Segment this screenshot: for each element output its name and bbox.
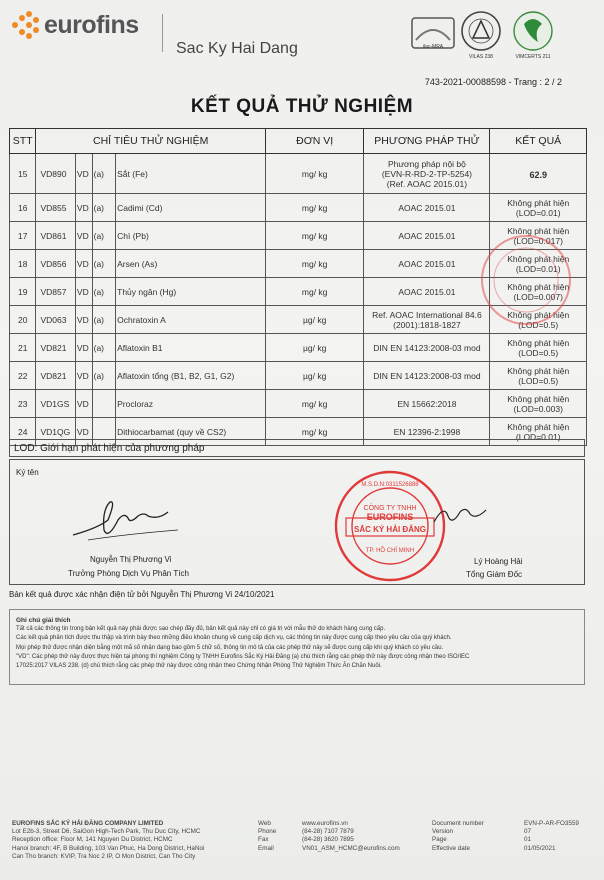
table-row: 21 VD821 VD (a) Aflatoxin B1 µg/ kg DIN EN 14123:2008-03 mod Không phát hiện (LOD=0.5) <box>10 334 587 362</box>
signer-2-name: Lý Hoàng Hải <box>474 557 523 566</box>
table-row: 17 VD861 VD (a) Chì (Pb) mg/ kg AOAC 2015.01 Không phát hiện (LOD=0.017) <box>10 222 587 250</box>
partial-stamp-icon <box>478 232 574 328</box>
electronic-approval: Bản kết quả được xác nhận điện tử bởi Nguyễn Thị Phương Vi 24/10/2021 <box>9 590 275 599</box>
header-divider <box>162 14 163 52</box>
svg-text:EUROFINS: EUROFINS <box>366 512 414 522</box>
table-row: 18 VD856 VD (a) Arsen (As) mg/ kg AOAC 2015.01 Không phát hiện (LOD=0.01) <box>10 250 587 278</box>
note-line: Tất cả các thông tin trong bản kết quả này phải được sao chép đầy đủ, bản kết quả này chỉ có giá trị với mẫu thử do khách hàng cung cấp. <box>16 626 386 633</box>
table-row: 22 VD821 VD (a) Aflatoxin tổng (B1, B2, G1, G2) µg/ kg DIN EN 14123:2008-03 mod Không phát hiện (LOD=0.5) <box>10 362 587 390</box>
logo-text: eurofins <box>44 10 139 39</box>
footer-doc-values: EVN-P-AR-FO3559 07 01 01/05/2021 <box>524 820 579 852</box>
explanatory-notes <box>9 609 585 685</box>
signer-1-title: Trưởng Phòng Dịch Vụ Phân Tích <box>68 569 189 578</box>
eurofins-dots-icon <box>12 11 40 39</box>
svg-text:TP. HỒ CHÍ MINH: TP. HỒ CHÍ MINH <box>365 548 415 554</box>
document-reference: 743-2021-00088598 - Trang : 2 / 2 <box>424 77 562 87</box>
signer-2-title: Tổng Giám Đốc <box>466 570 523 579</box>
svg-text:SẮC KÝ HẢI ĐĂNG: SẮC KÝ HẢI ĐĂNG <box>353 525 427 534</box>
table-row: 16 VD855 VD (a) Cadimi (Cd) mg/ kg AOAC 2015.01 Không phát hiện (LOD=0.01) <box>10 194 587 222</box>
header-result: KẾT QUẢ <box>490 129 587 154</box>
header-method: PHƯƠNG PHÁP THỬ <box>364 129 490 154</box>
header-unit: ĐƠN VỊ <box>265 129 363 154</box>
note-line: Mọi phép thử được nhận diện bằng một mã số nhận dạng bao gồm 5 chữ số, thông tin mô tả của các phép thử này sẽ được cung cấp khi quý khách có yêu cầu. <box>16 644 444 651</box>
table-row: 19 VD857 VD (a) Thủy ngân (Hg) mg/ kg AOAC 2015.01 Không phát hiện (LOD=0.007) <box>10 278 587 306</box>
footer-address: EUROFINS SẮC KÝ HẢI ĐĂNG COMPANY LIMITED Lot E2b-3, Street D6, SaiGon High-Tech Park, Thu Duc City, HCMC Reception office: Floor M, 141 Nguyen Du District, HCMC Hanoi branch: 4F, B Building, 103 Van Phuc, Ha Dong District, HaNoi Can Tho branch: KVIP, Tra Noc 2 IP, O Mon District, Can Tho City <box>12 820 205 860</box>
header-stt: STT <box>10 129 36 154</box>
svg-text:M.S.D.N:0311526888: M.S.D.N:0311526888 <box>361 482 419 488</box>
note-line: 17025:2017 VILAS 238. (d) chú thích rằng các phép thử này được công nhận theo Chứng Nhận Phòng Thử Nghiệm Thức Ăn Chăn Nuôi. <box>16 663 382 670</box>
table-row: 15 VD890 VD (a) Sắt (Fe) mg/ kg Phương pháp nội bộ (EVN-R-RD-2-TP-5254) (Ref. AOAC 2015.01) 62.9 <box>10 154 587 194</box>
signature-label: Ký tên <box>16 468 39 477</box>
table-row: 23 VD1GS VD Procloraz mg/ kg EN 15662:2018 Không phát hiện (LOD=0.003) <box>10 390 587 418</box>
notes-title: Ghi chú giải thích <box>16 617 71 624</box>
report-title: KẾT QUẢ THỬ NGHIỆM <box>190 96 414 117</box>
vilas-icon: VILAS 238 <box>458 10 504 56</box>
header-indicator: CHỈ TIÊU THỬ NGHIỆM <box>36 129 265 154</box>
eurofins-logo <box>12 8 139 42</box>
footer-doc-labels: Document number Version Page Effective date <box>432 820 484 852</box>
svg-text:CÔNG TY TNHH: CÔNG TY TNHH <box>363 505 417 512</box>
table-row: 20 VD063 VD (a) Ochratoxin A µg/ kg Ref. AOAC International 84.6 (2001):1818-1827 Không phát hiện (LOD=0.5) <box>10 306 587 334</box>
table-row: 24 VD1QG VD Dithiocarbamat (quy về CS2) mg/ kg EN 12396-2:1998 Không phát hiện (LOD=0.01) <box>10 418 587 446</box>
footer-contact-values: www.eurofins.vn (84-28) 7107 7879 (84-28) 3620 7895 VN01_ASM_HCMC@eurofins.com <box>302 820 400 852</box>
ilac-mra-icon: ilac-MRA <box>410 10 456 56</box>
note-line: "VD": Các phép thử này được thực hiện tại phòng thí nghiệm Công ty TNHH Eurofins Sắc Ký Hải Đăng (a) chú thích rằng các phép thử này được công nhận theo ISO/IEC <box>16 653 470 660</box>
footer-contact-labels: Web Phone Fax Email <box>258 820 277 852</box>
vimcerts-icon: VIMCERTS 211 <box>510 10 556 56</box>
signer-1-name: Nguyễn Thị Phương Vi <box>90 555 172 564</box>
signature-1-icon <box>68 490 188 550</box>
signature-2-icon <box>430 500 490 530</box>
signature-box <box>9 459 585 585</box>
note-line: Các kết quả phân tích được thu thập và trình bày theo những điều khoản chung về cung cấp dịch vụ, các thông tin này được cung cấp theo yêu cầu của quý khách. <box>16 635 452 642</box>
brand-name: Sac Ky Hai Dang <box>176 40 298 57</box>
table-header-row <box>10 129 587 154</box>
lod-note: LOD: Giới hạn phát hiện của phương pháp <box>9 439 585 457</box>
